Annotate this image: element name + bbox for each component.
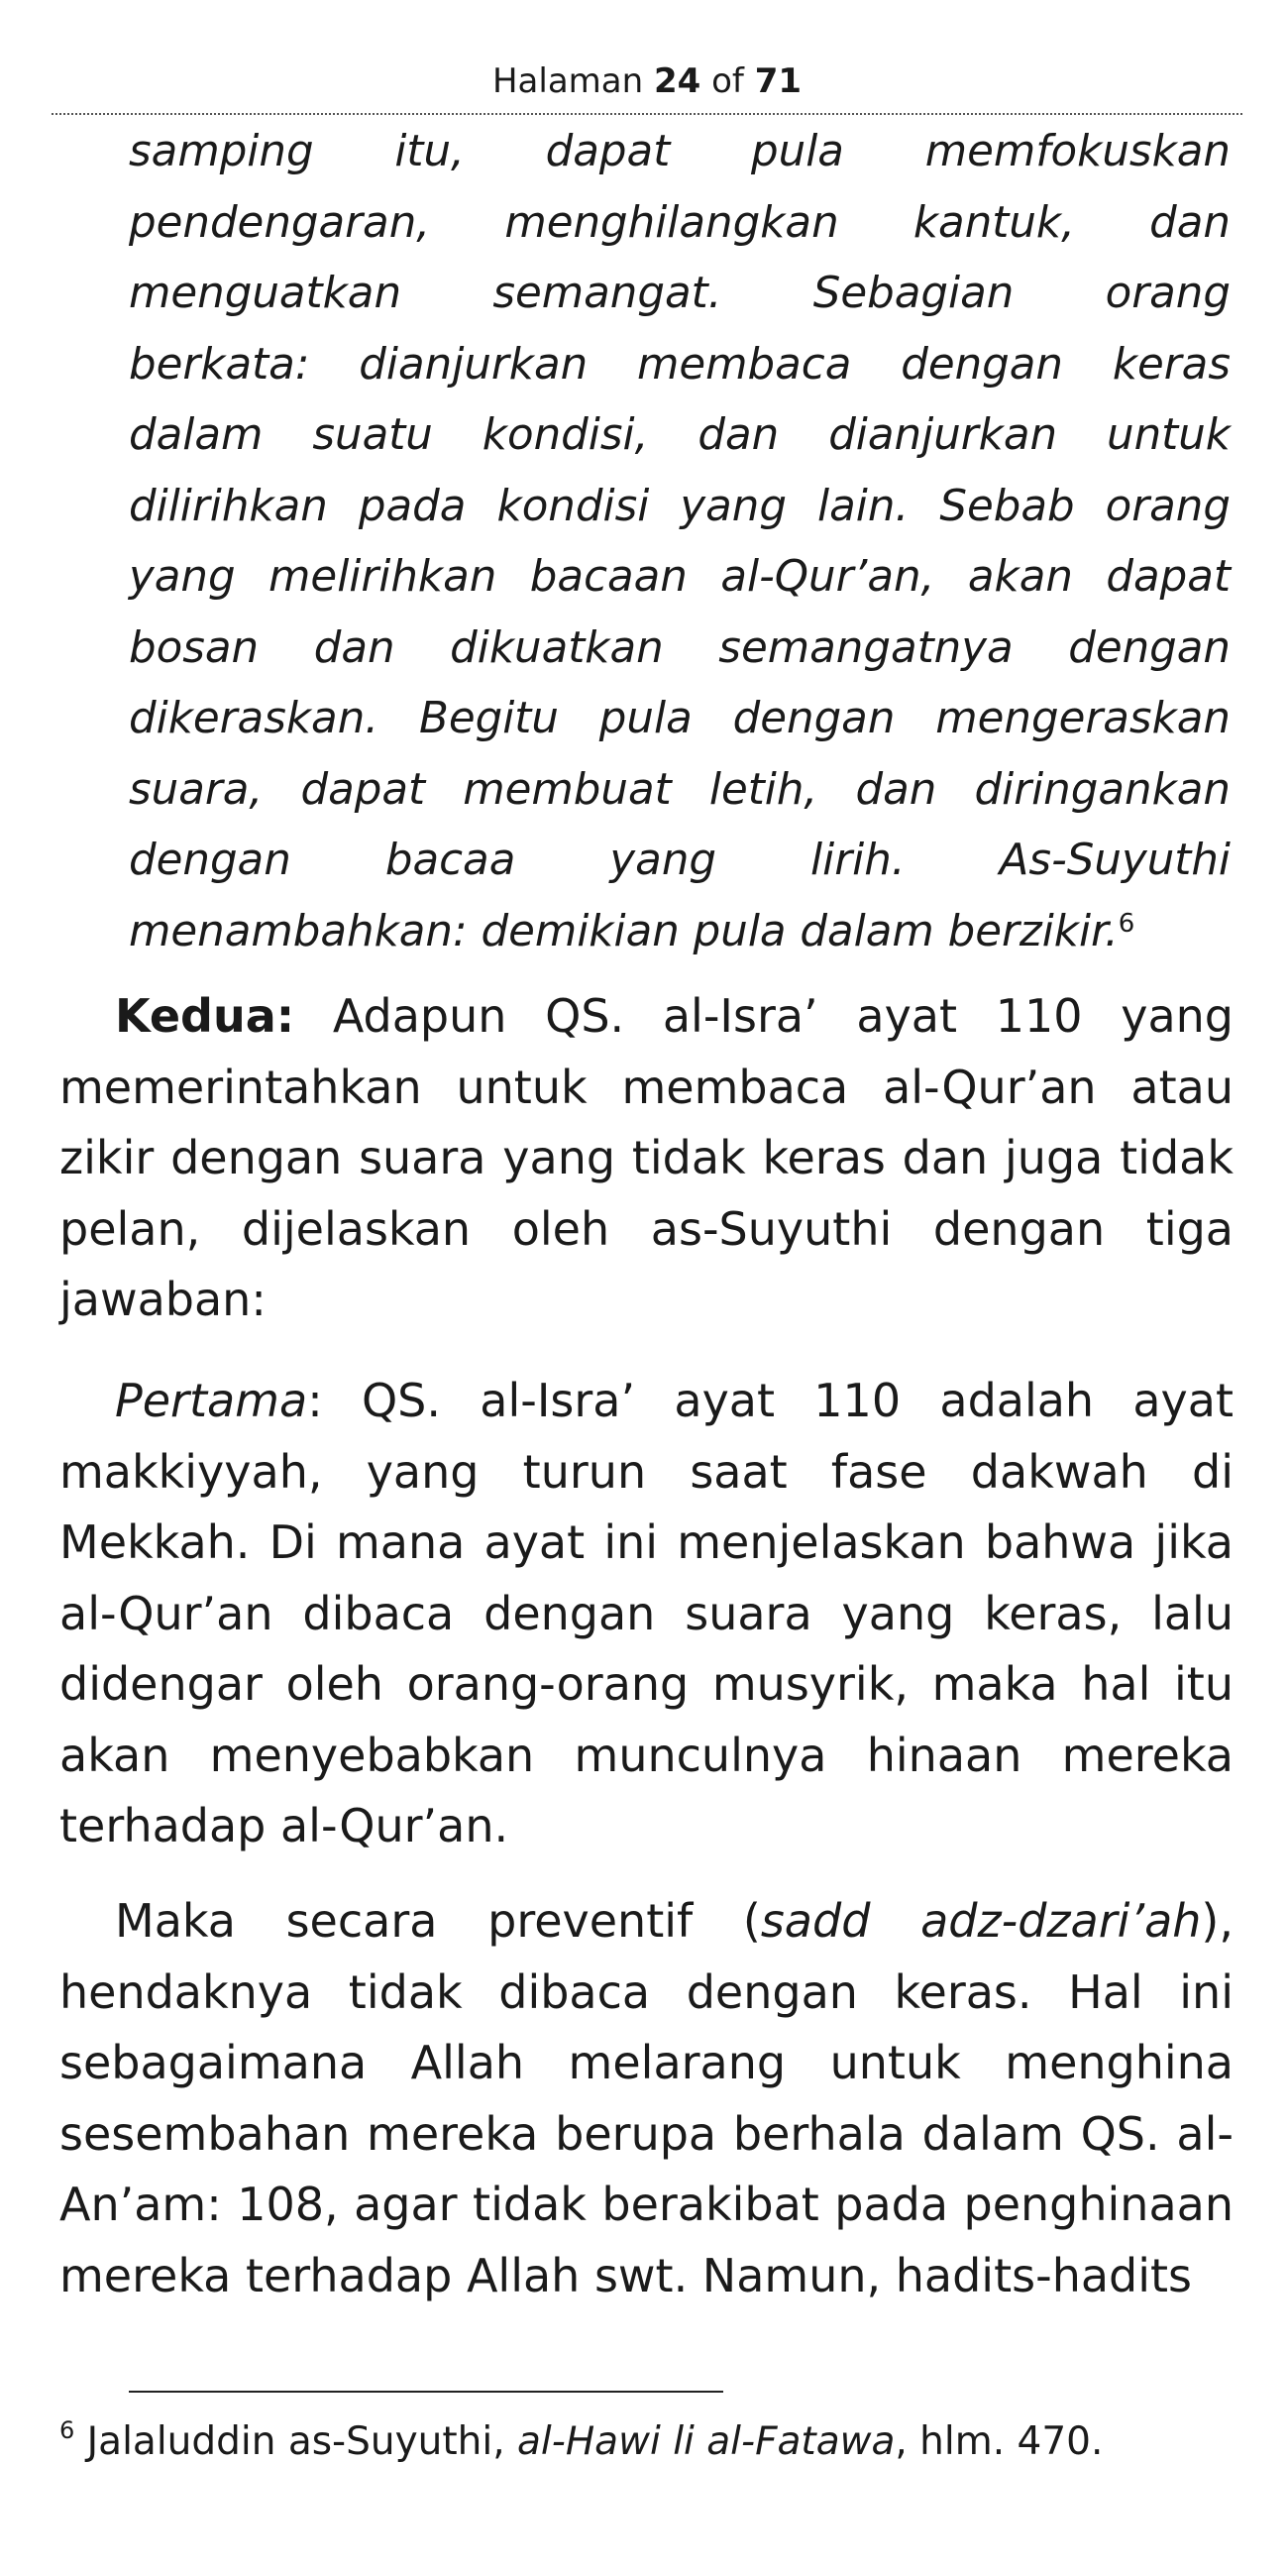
paragraph-label-kedua: Kedua: [115, 989, 295, 1043]
quote-line: pendengaran, menghilangkan kantuk, dan [129, 197, 1231, 248]
footnote [59, 2414, 1234, 2470]
paragraph-text-b: ), hendaknya tidak dibaca dengan keras. Hal ini sebagaimana Allah melarang untuk menghina sesembahan mereka berupa berhala dalam QS. al-An’am: 108, agar tidak berakibat pada penghinaan mereka terhadap Allah swt. Namun, hadits-hadits [59, 1894, 1234, 2302]
header-of: of [700, 61, 755, 101]
quote-line: berkata: dianjurkan membaca dengan keras [129, 339, 1231, 390]
paragraph-preventif [59, 1886, 1234, 2311]
paragraph-kedua [59, 981, 1234, 1336]
footnote-number: 6 [59, 2416, 75, 2444]
footnote-title: al-Hawi li al-Fatawa [517, 2419, 896, 2464]
page-header [52, 57, 1242, 105]
header-divider [52, 113, 1242, 115]
quote-line: menguatkan semangat. Sebagian orang [129, 269, 1231, 318]
footnote-divider [129, 2391, 723, 2393]
footnote-reference[interactable]: 6 [1118, 908, 1135, 939]
quote-line: samping itu, dapat pula memfokuskan [129, 127, 1231, 176]
header-prefix: Halaman [491, 61, 654, 101]
block-quote [129, 117, 1231, 967]
quote-last-line [129, 897, 1231, 968]
quote-line: dengan bacaa yang lirih. As-Suyuthi [129, 836, 1231, 885]
current-page-number: 24 [653, 61, 701, 101]
quote-line: dikeraskan. Begitu pula dengan mengeraskan [129, 694, 1231, 743]
paragraph-pertama [59, 1366, 1234, 1862]
footnote-rest: , hlm. 470. [895, 2419, 1104, 2464]
quote-line: bosan dan dikuatkan semangatnya dengan [129, 622, 1231, 673]
quote-last-text: menambahkan: demikian pula dalam berzikir. [129, 906, 1119, 956]
footnote-author: Jalaluddin as-Suyuthi, [74, 2419, 518, 2464]
total-pages: 71 [754, 61, 803, 101]
term-sadd-adz-dzariah: sadd adz-dzari’ah [760, 1894, 1202, 1948]
paragraph-label-pertama: Pertama [115, 1374, 308, 1427]
quote-line: dilirihkan pada kondisi yang lain. Sebab orang [129, 481, 1231, 531]
paragraph-text-pertama: : QS. al-Isra’ ayat 110 adalah ayat makkiyyah, yang turun saat fase dakwah di Mekkah. Di mana ayat ini menjelaskan bahwa jika al-Qur’an dibaca dengan suara yang keras, lalu didengar oleh orang-orang musyrik, maka hal itu akan menyebabkan munculnya hinaan mereka terhadap al-Qur’an. [59, 1374, 1234, 1852]
quote-line: yang melirihkan bacaan al-Qur’an, akan dapat [129, 552, 1231, 602]
quote-line: dalam suatu kondisi, dan dianjurkan untuk [129, 410, 1231, 460]
quote-line: suara, dapat membuat letih, dan diringankan [129, 764, 1231, 815]
paragraph-text-kedua: Adapun QS. al-Isra’ ayat 110 yang memerintahkan untuk membaca al-Qur’an atau zikir dengan suara yang tidak keras dan juga tidak pelan, dijelaskan oleh as-Suyuthi dengan tiga jawaban: [59, 989, 1234, 1326]
paragraph-text-a: Maka secara preventif ( [115, 1894, 761, 1948]
